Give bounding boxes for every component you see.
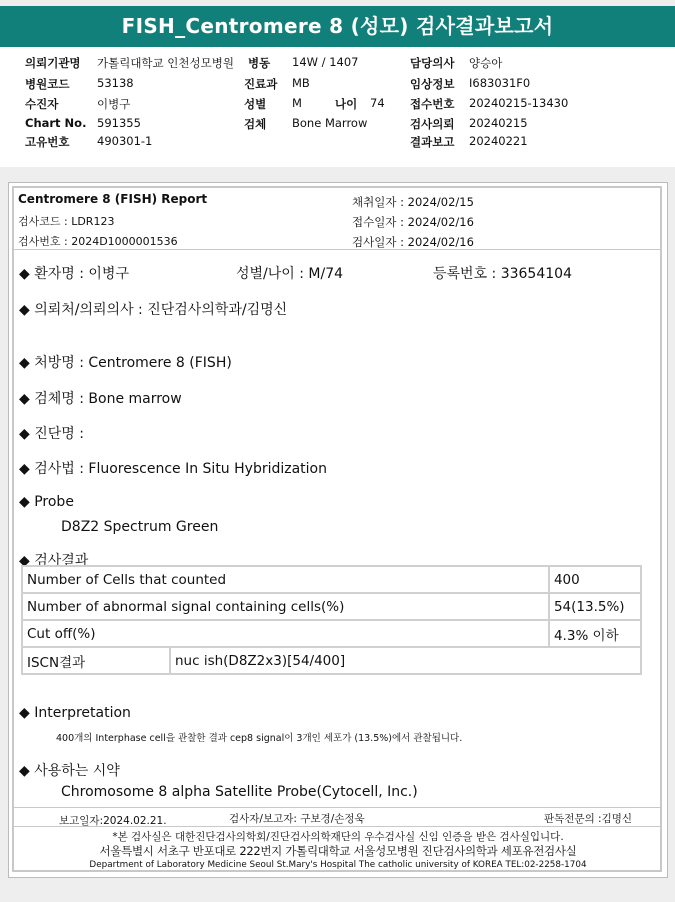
- specimen: ◆ 검체명 : Bone marrow: [19, 391, 182, 407]
- report-title-bar: [0, 6, 675, 47]
- header-label: 의뢰기관명: [25, 56, 81, 70]
- header-value: 가톨릭대학교 인천성모병원: [97, 56, 234, 70]
- header-value: M: [292, 96, 302, 110]
- result-label: Cut off(%): [22, 620, 549, 647]
- header-label: Chart No.: [25, 116, 87, 130]
- lab-address: 서울특별시 서초구 반포대로 222번지 가톨릭대학교 서울성모병원 진단검사의학과 세포유전검사실: [99, 844, 577, 858]
- sex-age: 성별/나이 : M/74: [236, 266, 344, 282]
- reagent-heading: ◆ 사용하는 시약: [19, 763, 120, 779]
- header-value: 53138: [97, 76, 134, 90]
- age-value: 74: [370, 96, 385, 110]
- iscn-value: nuc ish(D8Z2x3)[54/400]: [170, 647, 641, 674]
- probe-heading: ◆ Probe: [19, 494, 74, 510]
- table-row: [22, 566, 641, 593]
- header-value: Bone Marrow: [292, 116, 368, 130]
- method: ◆ 검사법 : Fluorescence In Situ Hybridization: [19, 461, 327, 477]
- interpretation-heading: ◆ Interpretation: [19, 705, 131, 721]
- divider: [12, 807, 662, 808]
- divider: [12, 249, 662, 250]
- header-value: 이병구: [97, 97, 131, 111]
- patient-name: ◆ 환자명 : 이병구: [19, 266, 129, 282]
- header-value: MB: [292, 76, 310, 90]
- prescription: ◆ 처방명 : Centromere 8 (FISH): [19, 355, 232, 371]
- test-date: 검사일자 : 2024/02/16: [352, 235, 474, 249]
- report-title: FISH_Centromere 8 (성모) 검사결과보고서: [121, 14, 554, 38]
- result-label: Number of Cells that counted: [22, 566, 549, 593]
- certification-note: *본 검사실은 대한진단검사의학회/진단검사의학재단의 우수검사실 신임 인증을 받은 검사실입니다.: [112, 831, 564, 843]
- diagnosis: ◆ 진단명 :: [19, 426, 84, 442]
- header-value: 591355: [97, 116, 141, 130]
- header-label: 진료과: [244, 77, 278, 91]
- test-code: 검사코드 : LDR123: [18, 215, 115, 228]
- patient-header: [0, 47, 675, 167]
- header-value: 490301-1: [97, 134, 153, 148]
- table-row: [22, 647, 641, 674]
- interpretation-text: 400개의 Interphase cell을 관찰한 결과 cep8 signal이 3개인 세포가 (13.5%)에서 관찰됩니다.: [56, 733, 463, 744]
- test-number: 검사번호 : 2024D1000001536: [18, 235, 178, 248]
- header-label: 검사의뢰: [410, 117, 455, 131]
- receipt-date: 접수일자 : 2024/02/16: [352, 215, 474, 229]
- header-value: 20240221: [469, 134, 528, 148]
- examiner: 검사자/보고자: 구보경/손정욱: [229, 813, 365, 825]
- divider: [12, 826, 662, 827]
- table-row: [22, 620, 641, 647]
- header-label: 수진자: [25, 97, 59, 111]
- table-row: [22, 593, 641, 620]
- header-label: 결과보고: [410, 135, 455, 149]
- age-label: 나이: [335, 97, 358, 111]
- result-value: 54(13.5%): [549, 593, 641, 620]
- report-date: 보고일자:2024.02.21.: [59, 815, 167, 827]
- result-value: 400: [549, 566, 641, 593]
- header-label: 병동: [248, 56, 271, 70]
- result-heading: ◆ 검사결과: [19, 553, 89, 569]
- header-label: 담당의사: [410, 56, 455, 70]
- header-value: 양승아: [469, 56, 503, 70]
- reagent-value: Chromosome 8 alpha Satellite Probe(Cytocell, Inc.): [61, 784, 418, 800]
- header-value: 20240215-13430: [469, 96, 569, 110]
- collection-date: 채취일자 : 2024/02/15: [352, 195, 474, 209]
- registration-number: 등록번호 : 33654104: [433, 266, 572, 282]
- specialist: 판독전문의 :김명신: [544, 813, 633, 825]
- iscn-label: ISCN결과: [22, 647, 170, 674]
- requester: ◆ 의뢰처/의뢰의사 : 진단검사의학과/김명신: [19, 302, 288, 318]
- result-value: 4.3% 이하: [549, 620, 641, 647]
- probe-value: D8Z2 Spectrum Green: [61, 519, 219, 535]
- header-label: 임상정보: [410, 77, 455, 91]
- department-english: Department of Laboratory Medicine Seoul St.Mary's Hospital The catholic university of KOREA TEL:02-2258-1704: [89, 860, 587, 870]
- report-heading: Centromere 8 (FISH) Report: [18, 192, 208, 206]
- report-document: [8, 182, 668, 878]
- header-label: 접수번호: [410, 97, 455, 111]
- header-value: 20240215: [469, 116, 528, 130]
- header-label: 병원코드: [25, 77, 70, 91]
- header-label: 검체: [244, 117, 267, 131]
- header-label: 성별: [244, 97, 267, 111]
- header-value: I683031F0: [469, 76, 531, 90]
- header-label: 고유번호: [25, 135, 70, 149]
- header-value: 14W / 1407: [292, 55, 359, 69]
- result-table: [21, 565, 642, 675]
- result-label: Number of abnormal signal containing cells(%): [22, 593, 549, 620]
